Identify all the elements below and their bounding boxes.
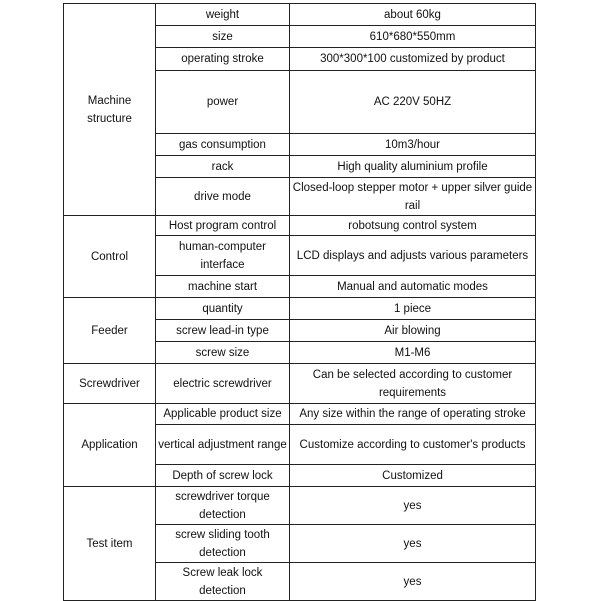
spec-table <box>63 3 536 601</box>
section-machine-structure: Machine structure <box>64 4 156 216</box>
label-operating-stroke: operating stroke <box>156 48 290 71</box>
value-weight: about 60kg <box>290 4 536 26</box>
value-rack: High quality aluminium profile <box>290 156 536 178</box>
table-row <box>64 298 536 320</box>
label-vertical-adjustment-range: vertical adjustment range <box>156 425 290 465</box>
label-screwdriver-torque-detection: screwdriver torque detection <box>156 487 290 525</box>
value-gas-consumption: 10m3/hour <box>290 134 536 156</box>
label-applicable-product-size: Applicable product size <box>156 404 290 425</box>
value-drive-mode: Closed-loop stepper motor + upper silver guide rail <box>290 178 536 216</box>
label-rack: rack <box>156 156 290 178</box>
label-depth-of-screw-lock: Depth of screw lock <box>156 465 290 487</box>
label-machine-start: machine start <box>156 276 290 298</box>
value-host-program-control: robotsung control system <box>290 216 536 236</box>
value-vertical-adjustment-range: Customize according to customer's products <box>290 425 536 465</box>
label-screw-size: screw size <box>156 342 290 364</box>
value-depth-of-screw-lock: Customized <box>290 465 536 487</box>
label-quantity: quantity <box>156 298 290 320</box>
table-row <box>64 487 536 525</box>
value-screw-size: M1-M6 <box>290 342 536 364</box>
label-electric-screwdriver: electric screwdriver <box>156 364 290 404</box>
table-row <box>64 404 536 425</box>
value-operating-stroke: 300*300*100 customized by product <box>290 48 536 71</box>
section-test-item: Test item <box>64 487 156 601</box>
label-power: power <box>156 71 290 134</box>
value-applicable-product-size: Any size within the range of operating stroke <box>290 404 536 425</box>
label-screw-leak-lock-detection: Screw leak lock detection <box>156 563 290 601</box>
section-screwdriver: Screwdriver <box>64 364 156 404</box>
label-screw-sliding-tooth-detection: screw sliding tooth detection <box>156 525 290 563</box>
section-control: Control <box>64 216 156 298</box>
value-power: AC 220V 50HZ <box>290 71 536 134</box>
value-electric-screwdriver: Can be selected according to customer requirements <box>290 364 536 404</box>
value-screw-sliding-tooth-detection: yes <box>290 525 536 563</box>
label-size: size <box>156 26 290 48</box>
label-weight: weight <box>156 4 290 26</box>
table-row <box>64 4 536 26</box>
value-size: 610*680*550mm <box>290 26 536 48</box>
value-screwdriver-torque-detection: yes <box>290 487 536 525</box>
value-screw-leak-lock-detection: yes <box>290 563 536 601</box>
label-screw-lead-in-type: screw lead-in type <box>156 320 290 342</box>
table-row <box>64 364 536 404</box>
value-screw-lead-in-type: Air blowing <box>290 320 536 342</box>
label-gas-consumption: gas consumption <box>156 134 290 156</box>
value-quantity: 1 piece <box>290 298 536 320</box>
value-machine-start: Manual and automatic modes <box>290 276 536 298</box>
section-feeder: Feeder <box>64 298 156 364</box>
label-human-computer-interface: human-computer interface <box>156 236 290 276</box>
label-host-program-control: Host program control <box>156 216 290 236</box>
section-application: Application <box>64 404 156 487</box>
value-human-computer-interface: LCD displays and adjusts various parameters <box>290 236 536 276</box>
label-drive-mode: drive mode <box>156 178 290 216</box>
table-row <box>64 216 536 236</box>
